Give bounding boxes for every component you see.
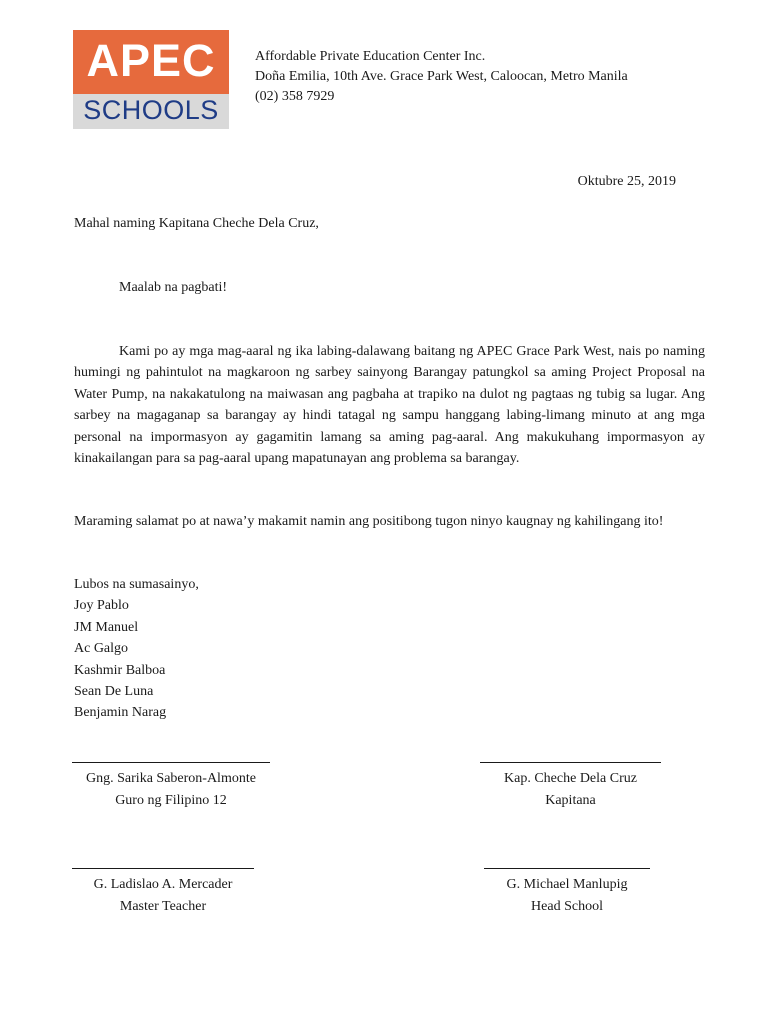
signatory-title: Guro ng Filipino 12	[115, 793, 227, 808]
closing-block	[74, 574, 199, 724]
signature-line	[72, 868, 254, 869]
signature-block-kapitana	[480, 762, 661, 812]
signatory-title: Head School	[531, 899, 603, 914]
signature-line	[480, 762, 661, 763]
apec-schools-logo	[73, 30, 229, 129]
signatory-name: Kap. Cheche Dela Cruz	[504, 771, 637, 786]
logo-bottom-text: SCHOOLS	[73, 94, 229, 129]
salutation: Mahal naming Kapitana Cheche Dela Cruz,	[74, 216, 319, 231]
signer-name: Sean De Luna	[74, 684, 154, 700]
greeting: Maalab na pagbati!	[119, 280, 228, 295]
signatory-title: Master Teacher	[119, 899, 207, 914]
signatory-name: Gng. Sarika Saberon-Almonte	[86, 771, 256, 786]
logo-top-text: APEC	[86, 35, 216, 86]
signatory-title: Kapitana	[545, 793, 596, 808]
signatory-name: G. Michael Manlupig	[506, 877, 628, 892]
signature-line	[484, 868, 650, 869]
signer-name: Benjamin Narag	[74, 705, 167, 721]
body-paragraph-1: Kami po ay mga mag-aaral ng ika labing-dalawang baitang ng APEC Grace Park West, nais po naming humingi ng pahintulot na magkaroon ng sarbey sainyong Barangay patungkol sa aming Project Proposal na Water Pump, na nakakatulong na maiwasan ang pagbaha at trapiko na dulot ng pagtaas ng tubig sa lugar. Ang sarbey na magaganap sa barangay ay hindi tatagal ng sampu hanggang labing-limang minuto at ang mga personal na impormasyon ay gagamitin lamang sa aming pag-aaral. Ang makukuhang impormasyon ay kinakailangan para sa pag-aaral upang mapatunayan ang problema sa barangay.	[74, 344, 705, 467]
signature-block-master-teacher	[72, 868, 254, 918]
signature-line	[72, 762, 270, 763]
closing-phrase: Lubos na sumasainyo,	[74, 577, 199, 592]
letterhead-address	[255, 47, 628, 107]
signature-block-head-school	[484, 868, 650, 918]
org-phone: (02) 358 7929	[255, 89, 335, 104]
signer-name: Joy Pablo	[74, 598, 129, 614]
org-address: Doña Emilia, 10th Ave. Grace Park West, Caloocan, Metro Manila	[255, 69, 628, 84]
letter-date: Oktubre 25, 2019	[577, 174, 676, 189]
signature-block-teacher	[72, 762, 270, 812]
org-name: Affordable Private Education Center Inc.	[255, 49, 486, 64]
signer-name: JM Manuel	[74, 619, 139, 635]
signatory-name: G. Ladislao A. Mercader	[93, 877, 233, 892]
body-paragraph-2: Maraming salamat po at nawa’y makamit namin ang positibong tugon ninyo kaugnay ng kahilingang ito!	[74, 514, 664, 529]
signer-name: Ac Galgo	[74, 641, 129, 657]
signer-name: Kashmir Balboa	[74, 662, 166, 678]
